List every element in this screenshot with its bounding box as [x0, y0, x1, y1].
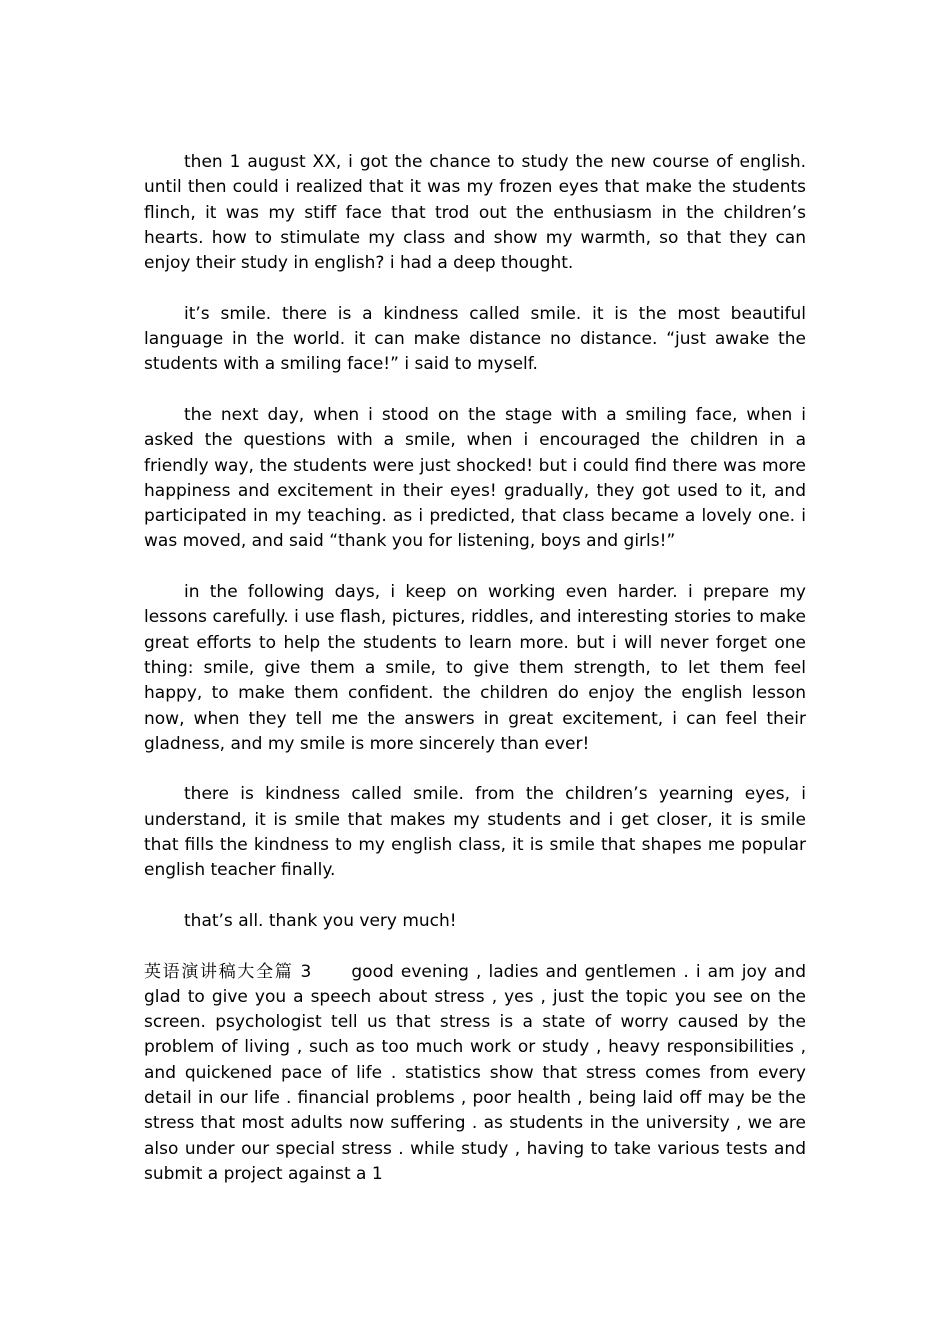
- paragraph-4: in the following days, i keep on working even harder. i prepare my lessons carefully. i use flash, pictures, riddles, and interesting stories to make great efforts to help the students to learn more. but i will never forget one thing: smile, give them a smile, to give them strength, to let them feel happy, to make them confident. the children do enjoy the english lesson now, when they tell me the answers in great excitement, i can feel their gladness, and my smile is more sincerely than ever!: [144, 582, 806, 754]
- document-page: [144, 150, 806, 1212]
- section-3-text: good evening , ladies and gentlemen . i am joy and glad to give you a speech about stress , yes , just the topic you see on the screen. psychologist tell us that stress is a state of worry caused by the problem of living , such as too much work or study , heavy responsibilities , and quickened pace of life . statistics show that stress comes from every detail in our life . financial problems , poor health , being laid off may be the stress that most adults now suffering . as students in the university , we are also under our special stress . while study , having to take various tests and submit a project against a 1: [144, 961, 806, 1184]
- paragraph-6: that’s all. thank you very much!: [184, 910, 457, 931]
- section-3-heading: 英语演讲稿大全篇 3: [144, 961, 312, 982]
- paragraph-1: then 1 august XX, i got the chance to study the new course of english. until then could i realized that it was my frozen eyes that make the students flinch, it was my stiff face that trod out the enthusiasm in the children’s hearts. how to stimulate my class and show my warmth, so that they can enjoy their study in english? i had a deep thought.: [144, 152, 806, 274]
- paragraph-3: the next day, when i stood on the stage with a smiling face, when i asked the questions with a smile, when i encouraged the children in a friendly way, the students were just shocked! but i could find there was more happiness and excitement in their eyes! gradually, they got used to it, and participated in my teaching. as i predicted, that class became a lovely one. i was moved, and said “thank you for listening, boys and girls!”: [144, 404, 806, 552]
- section-3-paragraph: [144, 960, 806, 1188]
- paragraph-5: there is kindness called smile. from the children’s yearning eyes, i understand, it is smile that makes my students and i get closer, it is smile that fills the kindness to my english class, it is smile that shapes me popular english teacher finally.: [144, 784, 806, 881]
- paragraph-2: it’s smile. there is a kindness called smile. it is the most beautiful language in the world. it can make distance no distance. “just awake the students with a smiling face!” i said to myself.: [144, 303, 806, 375]
